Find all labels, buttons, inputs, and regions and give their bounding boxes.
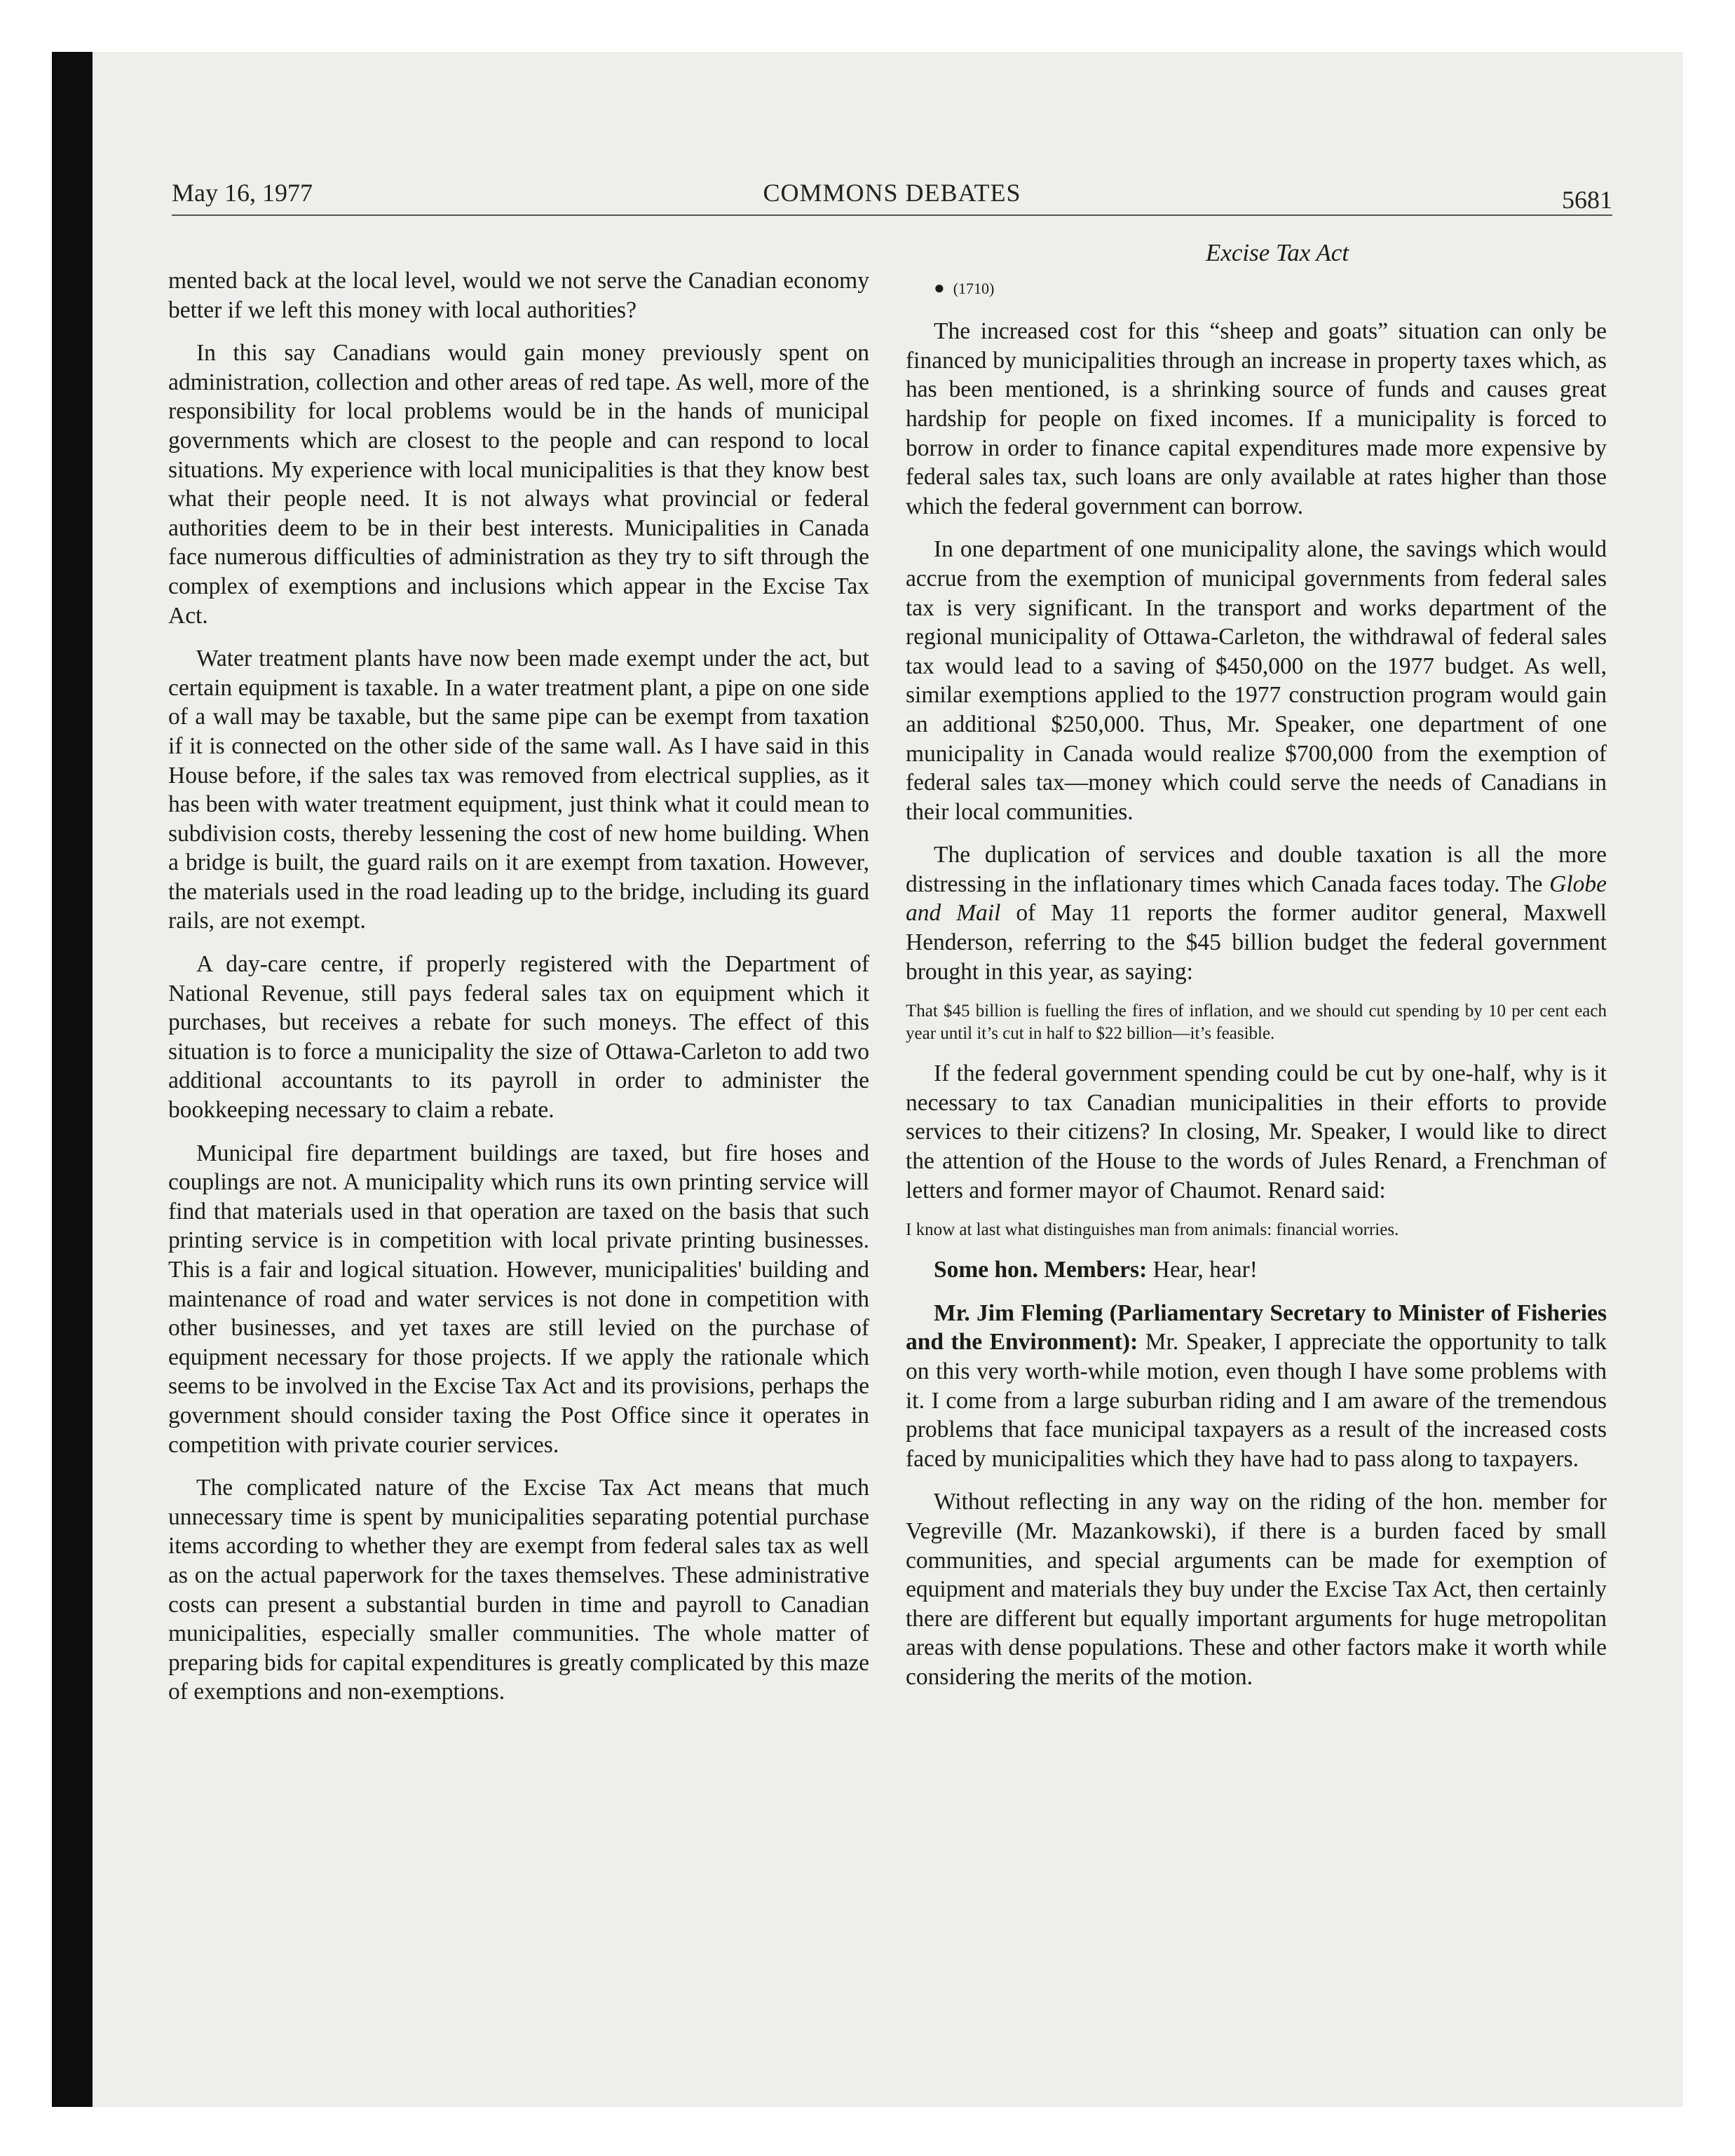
paragraph: mented back at the local level, would we not serve the Canadian economy better if we left this money with local authorities? <box>168 268 869 323</box>
bullet-icon: ● <box>934 277 945 298</box>
time-marker <box>906 273 1607 303</box>
header-date: May 16, 1977 <box>172 179 313 207</box>
paragraph: Municipal fire department buildings are taxed, but fire hoses and couplings are not. A municipality which runs its own printing service will find that materials used in that operation are taxed on the basis that such printing service is in competition with local private printing businesses. This is a fair and logical situation. However, municipalities' building and maintenance of road and water services is not done in competition with other businesses, and yet taxes are still levied on the purchase of equipment necessary for those projects. If we apply the rationale which seems to be involved in the Excise Tax Act and its provisions, perhaps the government should consider taxing the Post Office since it operates in competition with private courier services. <box>168 1140 869 1458</box>
paragraph <box>906 840 1607 986</box>
paragraph: Water treatment plants have now been made exempt under the act, but certain equipment is taxable. In a water treatment plant, a pipe on one side of a wall may be taxable, but the same pipe can be exempt from taxation if it is connected on the other side of the same wall. As I have said in this House before, if the sales tax was removed from electrical supplies, as it has been with water treatment equipment, just think what it could mean to subdivision costs, thereby lessening the cost of new home building. When a bridge is built, the guard rails on it are exempt from taxation. However, the materials used in the road leading up to the bridge, including its guard rails, are not exempt. <box>168 646 869 934</box>
block-quote: That $45 billion is fuelling the fires of inflation, and we should cut spending by 10 per cent each year until it’s cut in half to $22 billion—it’s feasible. <box>906 1002 1607 1044</box>
page-header <box>172 175 1612 216</box>
speaker-name: Mr. Jim Fleming (Parliamentary Secretary to Minister of Fisheries and the Environment): <box>906 1299 1607 1356</box>
speech <box>906 1299 1607 1474</box>
block-quote: I know at last what distinguishes man from animals: financial worries. <box>906 1220 1399 1240</box>
speech-text: Mr. Speaker, I appreciate the opportunity to talk on this very worth-while motion, even though I have some problems with it. I come from a large suburban riding and I am aware of the tremendous problems that face municipal taxpayers as a result of the increased costs faced by municipalities which they have had to pass along to taxpayers. <box>906 1329 1607 1472</box>
paragraph: A day-care centre, if properly registered with the Department of National Revenue, still pays federal sales tax on equipment which it purchases, but receives a rebate for such moneys. The effect of this situation is to force a municipality the size of Ottawa-Carleton to add two additional accountants to its payroll in order to administer the bookkeeping necessary to claim a rebate. <box>168 951 869 1124</box>
page-number: 5681 <box>1562 186 1612 214</box>
time-marker-label: (1710) <box>953 279 995 297</box>
paragraph-text: The duplication of services and double taxation is all the more distressing in the inflationary times which Canada faces today. The <box>906 842 1607 897</box>
header-title: COMMONS DEBATES <box>763 179 1021 207</box>
right-column <box>906 238 1607 1706</box>
paragraph: If the federal government spending could be cut by one-half, why is it necessary to tax Canadian municipalities in their efforts to provide services to their citizens? In closing, Mr. Speaker, I would like to direct the attention of the House to the words of Jules Renard, a Frenchman of letters and former mayor of Chaumot. Renard said: <box>906 1060 1607 1203</box>
paragraph: In one department of one municipality alone, the savings which would accrue from the exemption of municipal governments from federal sales tax is very significant. In the transport and works department of the regional municipality of Ottawa-Carleton, the withdrawal of federal sales tax would lead to a saving of $450,000 on the 1977 budget. As well, similar exemptions applied to the 1977 construction program would gain an additional $250,000. Thus, Mr. Speaker, one department of one municipality in Canada would realize $700,000 from the exemption of federal sales tax—money which could serve the needs of Canadians in their local communities. <box>906 536 1607 825</box>
binding-shadow <box>52 52 93 2107</box>
left-column <box>168 266 869 1721</box>
paragraph: In this say Canadians would gain money previously spent on administration, collection and other areas of red tape. As well, more of the responsibility for local problems would be in the hands of municipal governments which are closest to the people and can respond to local situations. My experience with local municipalities is that they know best what their people need. It is not always what provincial or federal authorities deem to be in their best interests. Municipalities in Canada face numerous difficulties of administration as they try to sift through the complex of exemptions and inclusions which appear in the Excise Tax Act. <box>168 340 869 629</box>
speech <box>906 1255 1607 1285</box>
newspaper-title: Globe and Mail <box>906 871 1607 927</box>
paragraph: Without reflecting in any way on the riding of the hon. member for Vegreville (Mr. Mazankowski), if there is a burden faced by small communities, and special arguments can be made for exemption of equipment and materials they buy under the Excise Tax Act, then certainly there are different but equally important arguments for huge metropolitan areas with dense populations. These and other factors make it worth while considering the merits of the motion. <box>906 1489 1607 1690</box>
speaker-name: Some hon. Members: <box>934 1257 1148 1283</box>
paragraph-text: of May 11 reports the former auditor general, Maxwell Henderson, referring to the $45 billion budget the federal government brought in this year, as saying: <box>906 900 1607 985</box>
running-head: Excise Tax Act <box>1205 239 1349 266</box>
speech-text: Hear, hear! <box>1152 1257 1258 1283</box>
paragraph: The complicated nature of the Excise Tax Act means that much unnecessary time is spent by municipalities separating potential purchase items according to whether they are exempt from federal sales tax as well as on the actual paperwork for the taxes themselves. These administrative costs can present a substantial burden in time and payroll to Canadian municipalities, especially smaller communities. The whole matter of preparing bids for capital expenditures is greatly complicated by this maze of exemptions and non-exemptions. <box>168 1475 869 1705</box>
paragraph: The increased cost for this “sheep and goats” situation can only be financed by municipalities through an increase in property taxes which, as has been mentioned, is a shrinking source of funds and causes great hardship for people on fixed incomes. If a municipality is forced to borrow in order to finance capital expenditures made more expensive by federal sales tax, such loans are only available at rates higher than those which the federal government can borrow. <box>906 318 1607 519</box>
